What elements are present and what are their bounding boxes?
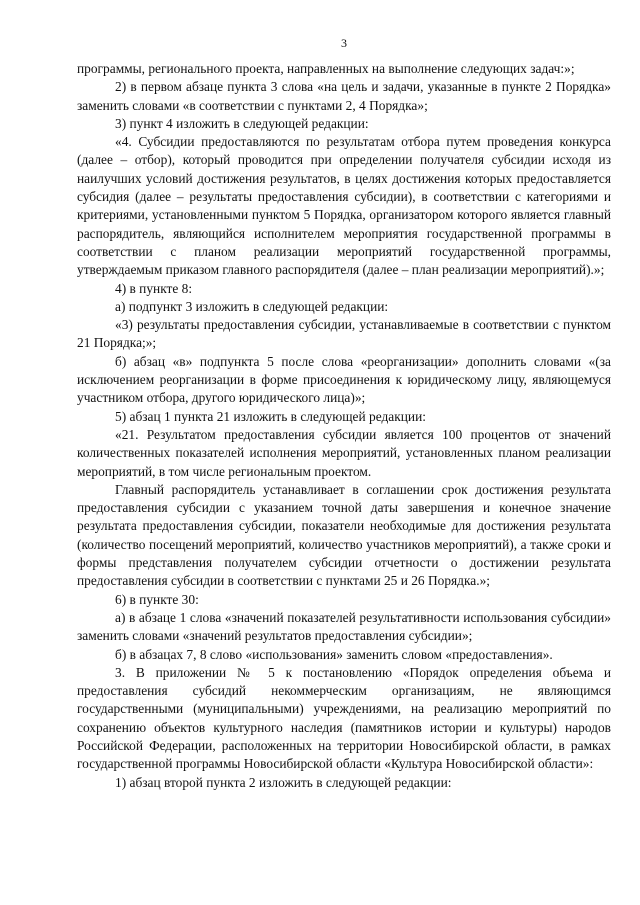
document-body	[77, 60, 611, 792]
paragraph: 1) абзац второй пункта 2 изложить в следующей редакции:	[115, 774, 452, 790]
paragraph: «21. Результатом предоставления субсидии является 100 процентов от значений количественных показателей исполнения мероприятий, установленных планом реализации мероприятий, в том числе региональным проектом.	[77, 426, 611, 479]
paragraph: Главный распорядитель устанавливает в соглашении срок достижения результата предоставления субсидии с указанием точной даты завершения и конечное значение результата предоставления субсидии, показатели необходимые для достижения результата (количество посещений мероприятий, количество участников мероприятий), а также сроки и формы представления получателем субсидии отчетности о достижении результата предоставления субсидии в соответствии с пунктами 25 и 26 Порядка.»;	[77, 481, 611, 589]
paragraph: 3) пункт 4 изложить в следующей редакции:	[115, 115, 369, 131]
paragraph: 4) в пункте 8:	[115, 280, 193, 296]
paragraph: а) в абзаце 1 слова «значений показателей результативности использования субсидии» заменить словами «значений результатов предоставления субсидии»;	[77, 609, 611, 644]
paragraph: «3) результаты предоставления субсидии, устанавливаемые в соответствии с пунктом 21 Порядка;»;	[77, 317, 611, 351]
paragraph: программы, регионального проекта, направленных на выполнение следующих задач:»;	[77, 61, 575, 76]
paragraph: б) в абзацах 7, 8 слово «использования» заменить словом «предоставления».	[115, 646, 553, 662]
paragraph: 5) абзац 1 пункта 21 изложить в следующей редакции:	[115, 408, 426, 424]
paragraph: 3. В приложении № 5 к постановлению «Порядок определения объема и предоставления субсидий некоммерческим организациям, не являющимся государственными (муниципальными) учреждениями, на реализацию мероприятий по сохранению объектов культурного наследия (памятников истории и культуры) народов Российской Федерации, расположенных на территории Новосибирской области, в рамках государственной программы Новосибирской области «Культура Новосибирской области»:	[77, 664, 611, 772]
paragraph: «4. Субсидии предоставляются по результатам отбора путем проведения конкурса (далее – отбор), который проводится при определении получателя субсидии исходя из наилучших условий достижения результатов, в целях достижения которых предоставляется субсидия (далее – результаты предоставления субсидии), в соответствии с категориями и критериями, установленными пунктом 5 Порядка, организатором которого является главный распорядитель, являющийся исполнителем мероприятия государственной программы в соответствии с планом реализации мероприятий государственной программы, утверждаемым приказом главного распорядителя (далее – план реализации мероприятий).»;	[77, 134, 611, 278]
paragraph: а) подпункт 3 изложить в следующей редакции:	[115, 298, 389, 314]
paragraph: 6) в пункте 30:	[115, 591, 199, 607]
page-number: 3	[341, 36, 347, 50]
paragraph: б) абзац «в» подпункта 5 после слова «реорганизации» дополнить словами «(за исключением реорганизации в форме присоединения к юридическому лицу, являющемуся участником отбора, другого юридического лица)»;	[77, 353, 611, 406]
paragraph: 2) в первом абзаце пункта 3 слова «на цель и задачи, указанные в пункте 2 Порядка» заменить словами «в соответствии с пунктами 2, 4 Порядка»;	[77, 79, 611, 113]
